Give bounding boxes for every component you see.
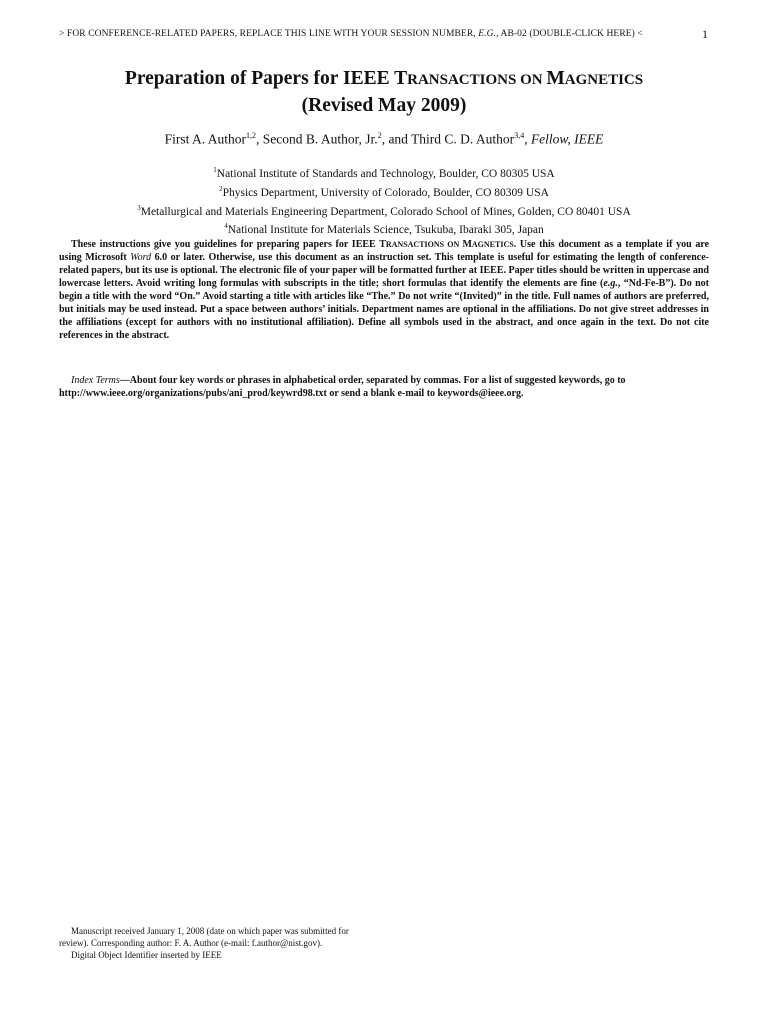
- author-sep: ,: [524, 131, 531, 147]
- affiliation-4: [60, 219, 708, 238]
- author-3-sup: 3,4: [514, 131, 525, 140]
- title-sc-on: ON: [516, 72, 547, 88]
- running-head-suffix: , AB-02 (DOUBLE-CLICK HERE) <: [496, 29, 643, 39]
- affiliation-1-sup: 1: [213, 166, 217, 174]
- abstract-eg: e.g.: [603, 278, 618, 289]
- affiliation-1-text: National Institute of Standards and Technology, Boulder, CO 80305 USA: [216, 167, 555, 180]
- paper-title-line2: (Revised May 2009): [301, 95, 467, 116]
- paper-title: [60, 66, 708, 118]
- title-sc-t: T: [394, 68, 408, 89]
- running-head: [59, 29, 709, 39]
- first-page-footnote: [59, 925, 379, 961]
- title-text: Preparation of Papers for IEEE: [124, 68, 395, 89]
- page-number: 1: [702, 27, 708, 41]
- abstract-sc-transactions: RANSACTIONS: [385, 240, 445, 249]
- fellow-designation: Fellow, IEEE: [530, 131, 604, 147]
- abstract-sc-magnetics: AGNETICS: [471, 240, 514, 249]
- author-3: , and Third C. D. Author: [381, 131, 515, 147]
- paper-title-line1: [60, 66, 708, 93]
- abstract-text-4: , “Nd-Fe-B”). Do not begin a title with the word “On.” Avoid starting a title with articles like “The.” Do not write “(Invited)” in the title. Full names of authors are preferred, but initials may be used instead. Put a space between authors’ initials. Department names are optional in the affiliations. Do not give street addresses in the affiliations (except for authors with no institutional affiliation). Define all symbols used in the abstract, and once again in the text. Do not cite references in the abstract.: [59, 278, 709, 341]
- abstract: [59, 238, 709, 342]
- author-2: , Second B. Author, Jr.: [255, 131, 378, 147]
- abstract-text-1: These instructions give you guidelines for preparing papers for IEEE: [71, 239, 380, 250]
- running-head-eg: E.G.: [478, 29, 497, 39]
- affiliation-3-text: Metallurgical and Materials Engineering Department, Colorado School of Mines, Golden, CO 80401 USA: [140, 205, 631, 218]
- index-terms-label: Index Terms: [71, 375, 120, 386]
- author-1: First A. Author: [164, 131, 246, 147]
- abstract-text-2: . Use this document as a template if you are using Microsoft: [59, 239, 710, 263]
- index-terms: [59, 374, 709, 400]
- affiliation-1: [60, 163, 708, 182]
- footnote-doi: Digital Object Identifier inserted by IEEE: [71, 950, 222, 960]
- affiliation-2-text: Physics Department, University of Colorado, Boulder, CO 80309 USA: [222, 186, 549, 199]
- index-terms-text: —About four key words or phrases in alphabetical order, separated by commas. For a list of suggested keywords, go to http://www.ieee.org/organizations/pubs/ani_prod/keywrd98.txt or send a blank e-mail to keywords@ieee.org.: [59, 375, 626, 399]
- affiliation-2-sup: 2: [219, 184, 223, 193]
- affiliation-4-text: National Institute for Materials Science, Tsukuba, Ibaraki 305, Japan: [227, 224, 544, 237]
- footnote-manuscript: Manuscript received January 1, 2008 (date on which paper was submitted for review). Corresponding author: F. A. Author (e-mail: f.author@nist.gov).: [59, 926, 349, 948]
- running-head-prefix: > FOR CONFERENCE-RELATED PAPERS, REPLACE THIS LINE WITH YOUR SESSION NUMBER,: [59, 29, 479, 39]
- title-sc-magnetics: AGNETICS: [564, 72, 644, 88]
- affiliation-2: [60, 182, 708, 201]
- title-sc-transactions: RANSACTIONS: [407, 72, 517, 88]
- abstract-word-italic: Word: [130, 252, 152, 263]
- abstract-text-3: 6.0 or later. Otherwise, use this document as an instruction set. This template is useful for estimating the length of conference-related papers, but its use is optional. The electronic file of your paper will be formatted further at IEEE. Paper titles should be written in uppercase and lowercase letters. Avoid writing long formulas with subscripts in the title; short formulas that identify the elements are fine (: [59, 252, 709, 289]
- affiliation-3: [60, 201, 708, 220]
- author-list: [60, 131, 708, 148]
- author-1-sup: 1,2: [245, 131, 256, 140]
- title-sc-m: M: [546, 68, 565, 89]
- abstract-sc-t: T: [379, 239, 386, 250]
- abstract-sc-on: ON: [444, 240, 463, 249]
- abstract-sc-m: M: [462, 239, 472, 250]
- affiliation-4-sup: 4: [224, 222, 228, 231]
- affiliation-3-sup: 3: [137, 203, 141, 212]
- author-2-sup: 2: [377, 131, 382, 140]
- affiliation-list: [60, 163, 708, 238]
